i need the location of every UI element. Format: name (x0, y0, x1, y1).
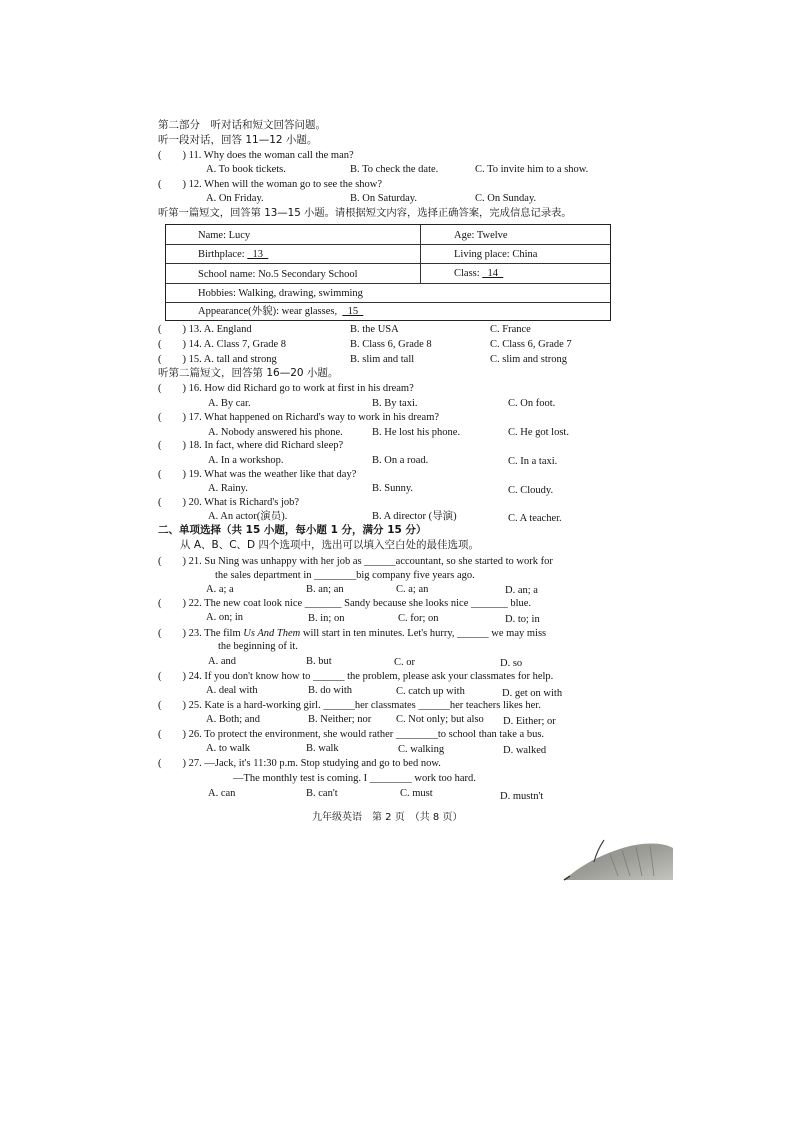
question-27-option-c: C. must (400, 788, 433, 799)
passage1-intro: 听第一篇短文，回答第 13—15 小题。请根据短文内容，选择正确答案，完成信息记录表。 (158, 207, 572, 219)
question-25-option-c: C. Not only; but also (396, 714, 484, 725)
question-23-option-d: D. so (500, 658, 523, 669)
question-14-stem: ( ) 14. A. Class 7, Grade 8 (158, 339, 287, 350)
question-21-option-d: D. an; a (505, 585, 538, 596)
question-16-option-c: C. On foot. (508, 398, 556, 409)
question-23-stem-start: ( ) 23. The film (158, 628, 244, 639)
table-age: Age: Twelve (454, 230, 508, 241)
question-20-stem: ( ) 20. What is Richard's job? (158, 497, 300, 508)
blank-15: 15 (342, 306, 364, 317)
question-23-option-b: B. but (306, 656, 332, 667)
question-20-option-b: B. A director (导演) (372, 511, 457, 522)
question-18-option-a: A. In a workshop. (208, 455, 284, 466)
question-24-option-d: D. get on with (502, 688, 563, 699)
question-18-option-b: B. On a road. (372, 455, 429, 466)
question-26-option-b: B. walk (306, 743, 339, 754)
table-hobbies: Hobbies: Walking, drawing, swimming (198, 288, 363, 299)
info-record-table (165, 224, 611, 321)
question-26-option-d: D. walked (503, 745, 547, 756)
question-22-stem: ( ) 22. The new coat look nice _______ Sandy because she looks nice _______ blue. (158, 598, 532, 609)
question-20-option-c: C. A teacher. (508, 513, 562, 524)
question-15-option-c: C. slim and strong (490, 354, 568, 365)
question-21-stem-line2: the sales department in ________big company five years ago. (215, 570, 475, 581)
question-23-stem-end: will start in ten minutes. Let's hurry, ______ we may miss (300, 628, 547, 639)
question-20-option-a: A. An actor(演员). (208, 511, 288, 522)
paper-fold-artifact (560, 836, 676, 884)
table-appearance (198, 305, 363, 318)
question-13-option-c: C. France (490, 324, 531, 335)
question-26-option-c: C. walking (398, 744, 445, 755)
question-22-option-d: D. to; in (505, 614, 540, 625)
question-16-stem: ( ) 16. How did Richard go to work at first in his dream? (158, 383, 414, 394)
question-11-option-b: B. To check the date. (350, 164, 439, 175)
question-27-option-d: D. mustn't (500, 791, 544, 802)
question-27-stem-line2: —The monthly test is coming. I ________ work too hard. (233, 773, 476, 784)
question-12-option-b: B. On Saturday. (350, 193, 417, 204)
question-21-stem: ( ) 21. Su Ning was unhappy with her job as ______accountant, so she started to work for (158, 556, 553, 567)
table-birthplace (198, 248, 268, 261)
question-15-option-b: B. slim and tall (350, 354, 415, 365)
question-15-stem: ( ) 15. A. tall and strong (158, 354, 277, 365)
question-17-stem: ( ) 17. What happened on Richard's way to work in his dream? (158, 412, 440, 423)
question-12-option-a: A. On Friday. (206, 193, 264, 204)
question-12-stem: ( ) 12. When will the woman go to see the show? (158, 179, 383, 190)
part2-heading: 第二部分 听对话和短文回答问题。 (158, 119, 326, 131)
table-name: Name: Lucy (198, 230, 251, 241)
question-27-option-a: A. can (208, 788, 236, 799)
passage2-intro: 听第二篇短文，回答第 16—20 小题。 (158, 367, 339, 379)
table-divider (420, 225, 421, 284)
question-13-stem: ( ) 13. A. England (158, 324, 252, 335)
question-27-option-b: B. can't (306, 788, 338, 799)
blank-14: 14 (482, 268, 504, 279)
birthplace-label: Birthplace: (198, 249, 248, 260)
question-23-stem (158, 627, 546, 640)
section2-instruction: 从 A、B、C、D 四个选项中，选出可以填入空白处的最佳选项。 (180, 539, 479, 551)
question-17-option-a: A. Nobody answered his phone. (208, 427, 343, 438)
question-11-stem: ( ) 11. Why does the woman call the man? (158, 150, 354, 161)
blank-13: 13 (247, 249, 269, 260)
question-17-option-b: B. He lost his phone. (372, 427, 461, 438)
question-21-option-b: B. an; an (306, 584, 344, 595)
question-16-option-b: B. By taxi. (372, 398, 418, 409)
question-14-option-b: B. Class 6, Grade 8 (350, 339, 432, 350)
question-16-option-a: A. By car. (208, 398, 251, 409)
question-23-option-a: A. and (208, 656, 236, 667)
question-19-option-c: C. Cloudy. (508, 485, 554, 496)
question-19-option-b: B. Sunny. (372, 483, 414, 494)
question-19-stem: ( ) 19. What was the weather like that day? (158, 469, 357, 480)
question-21-option-c: C. a; an (396, 584, 429, 595)
table-school-name: School name: No.5 Secondary School (198, 269, 358, 280)
question-21-option-a: A. a; a (206, 584, 234, 595)
appearance-label: Appearance(外貌): wear glasses, (198, 306, 343, 317)
class-label: Class: (454, 268, 483, 279)
question-22-option-a: A. on; in (206, 612, 244, 623)
question-24-option-b: B. do with (308, 685, 353, 696)
question-24-stem: ( ) 24. If you don't know how to ______ the problem, please ask your classmates for help. (158, 671, 554, 682)
question-17-option-c: C. He got lost. (508, 427, 569, 438)
question-11-option-c: C. To invite him to a show. (475, 164, 589, 175)
question-23-option-c: C. or (394, 657, 415, 668)
page-footer: 九年级英语 第 2 页 （共 8 页） (312, 812, 463, 823)
question-26-stem: ( ) 26. To protect the environment, she would rather ________to school than take a bus. (158, 729, 545, 740)
question-13-option-b: B. the USA (350, 324, 399, 335)
dialogue-intro: 听一段对话，回答 11—12 小题。 (158, 134, 318, 146)
question-12-option-c: C. On Sunday. (475, 193, 537, 204)
question-24-option-a: A. deal with (206, 685, 258, 696)
question-23-stem-line2: the beginning of it. (218, 641, 298, 652)
table-living-place: Living place: China (454, 249, 538, 260)
question-11-option-a: A. To book tickets. (206, 164, 286, 175)
question-27-stem: ( ) 27. —Jack, it's 11:30 p.m. Stop studying and go to bed now. (158, 758, 441, 769)
question-25-option-d: D. Either; or (503, 716, 556, 727)
question-24-option-c: C. catch up with (396, 686, 465, 697)
question-22-option-b: B. in; on (308, 613, 345, 624)
question-22-option-c: C. for; on (398, 613, 439, 624)
film-title: Us And Them (243, 628, 301, 639)
section2-heading: 二、单项选择（共 15 小题，每小题 1 分，满分 15 分） (158, 524, 427, 536)
question-26-option-a: A. to walk (206, 743, 251, 754)
question-18-stem: ( ) 18. In fact, where did Richard sleep? (158, 440, 344, 451)
question-25-stem: ( ) 25. Kate is a hard-working girl. ______her classmates ______her teachers likes her. (158, 700, 541, 711)
table-class (454, 267, 503, 280)
question-14-option-c: C. Class 6, Grade 7 (490, 339, 572, 350)
question-25-option-a: A. Both; and (206, 714, 260, 725)
question-18-option-c: C. In a taxi. (508, 456, 558, 467)
question-25-option-b: B. Neither; nor (308, 714, 372, 725)
question-19-option-a: A. Rainy. (208, 483, 248, 494)
